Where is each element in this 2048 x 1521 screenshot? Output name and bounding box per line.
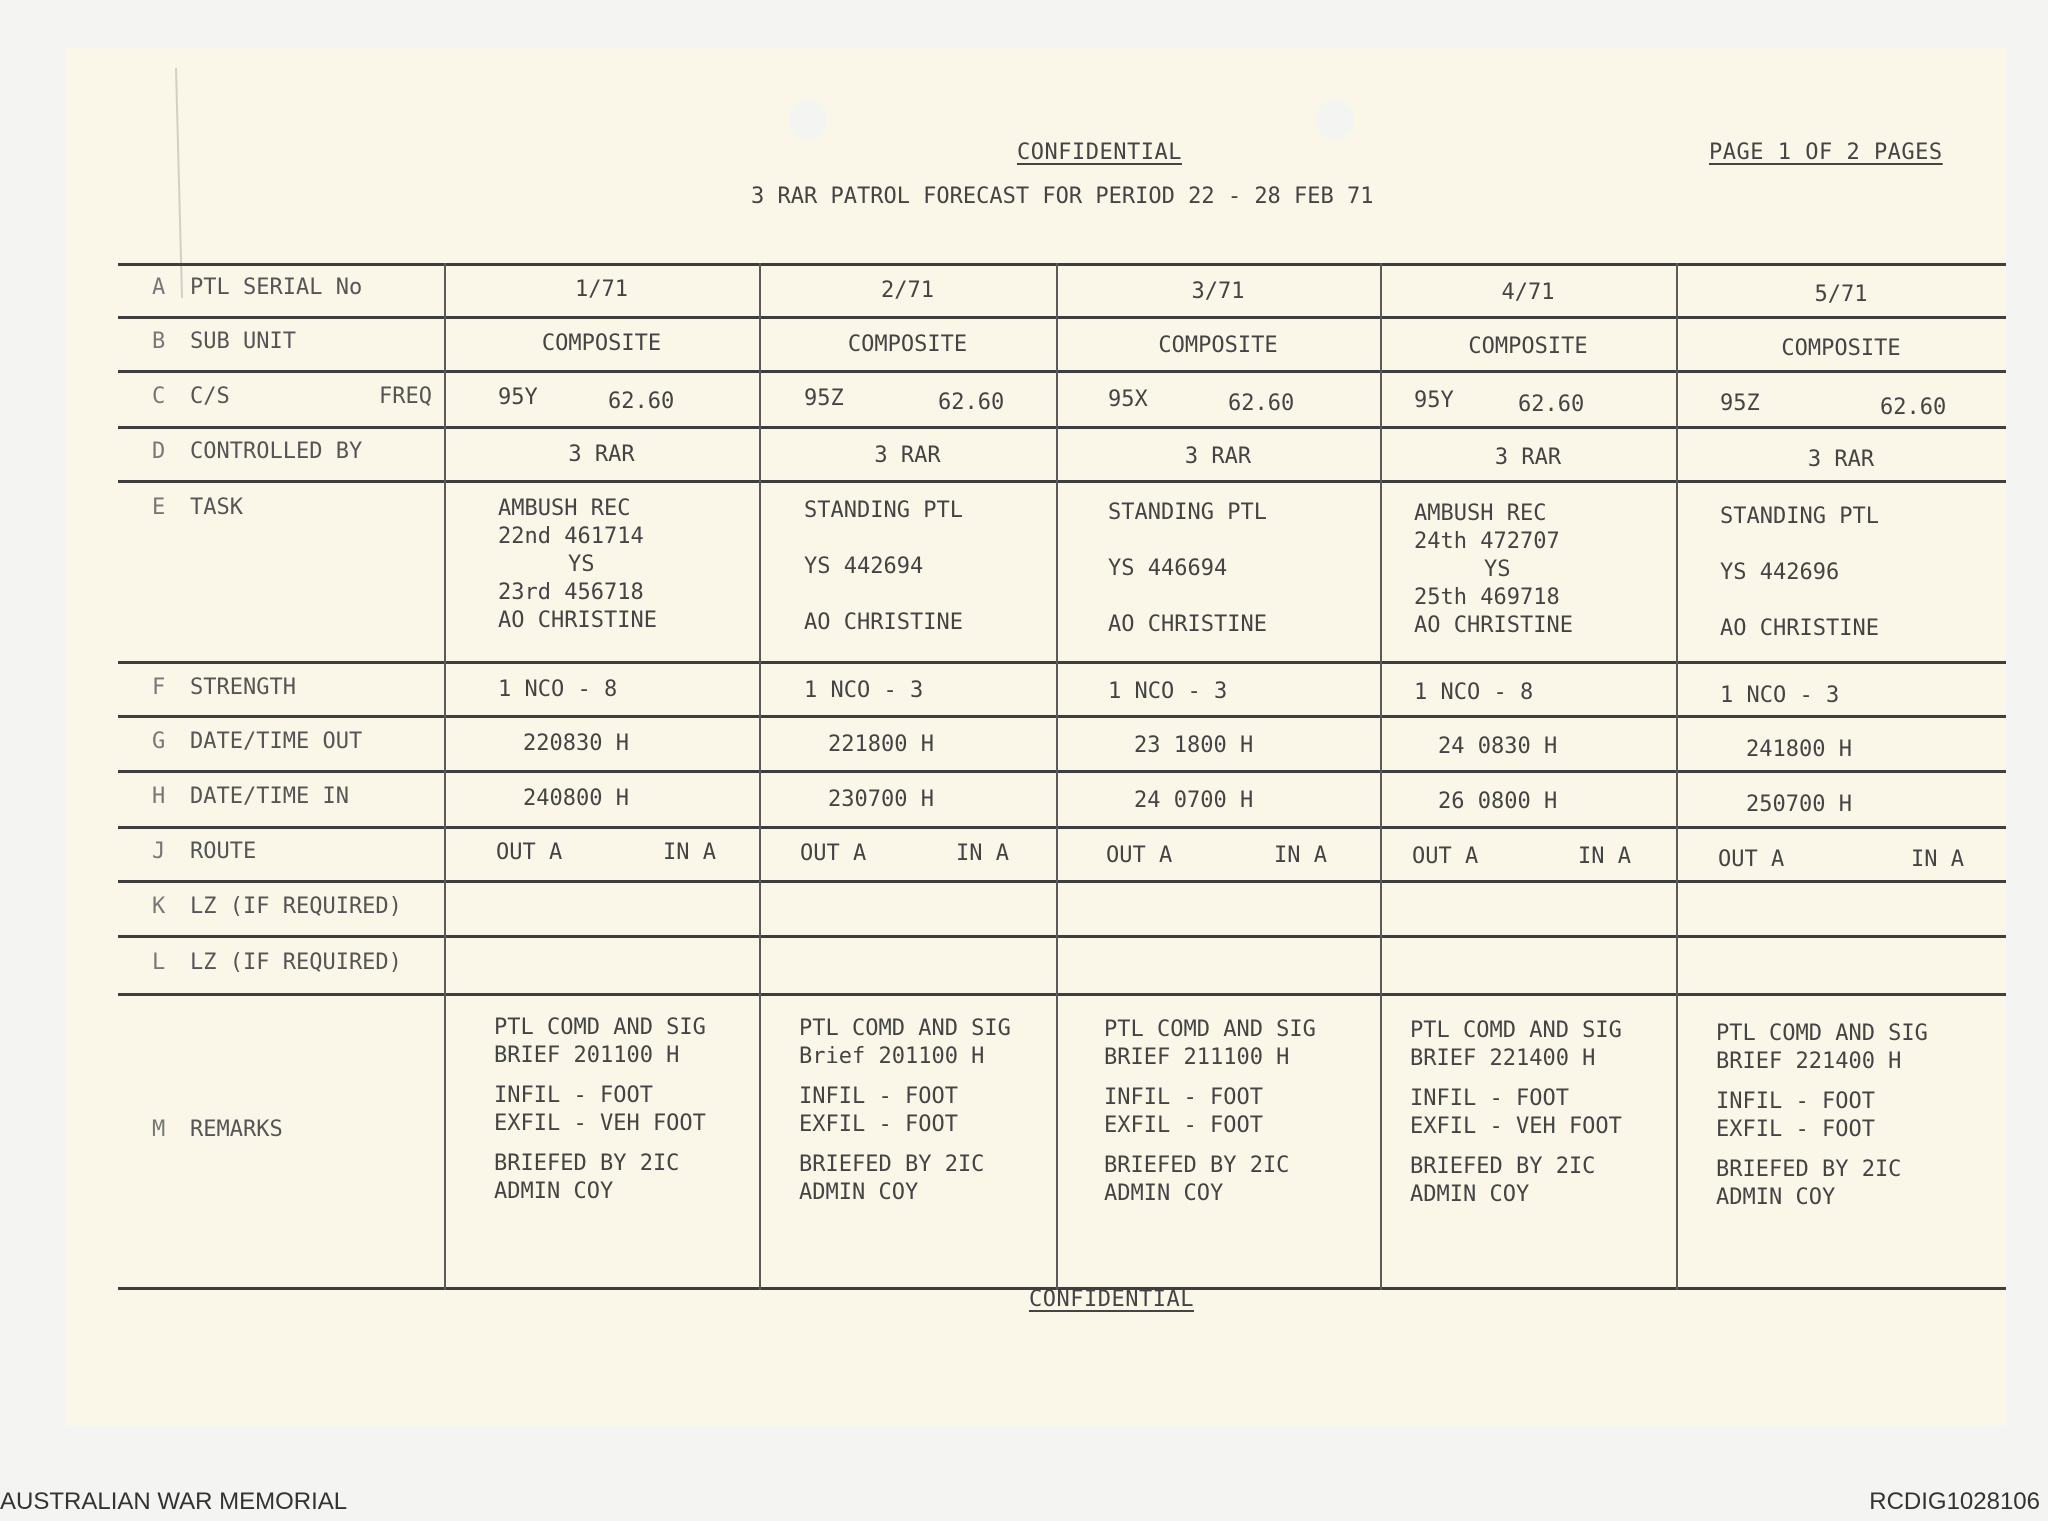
time-out: 23 1800 H xyxy=(1134,733,1254,758)
record-id: RCDIG1028106 xyxy=(1869,1488,2040,1515)
route-in: IN A xyxy=(1578,844,1631,869)
row-label: C C/S FREQ xyxy=(152,384,432,409)
task: STANDING PTL YS 442694 AO CHRISTINE xyxy=(804,498,963,635)
controlled-by: 3 RAR xyxy=(1184,444,1252,469)
table-rule xyxy=(118,661,2006,664)
task: AMBUSH REC 24th 472707 YS 25th 469718 AO CHRISTINE xyxy=(1414,501,1573,638)
sub-unit: COMPOSITE xyxy=(1158,333,1278,358)
time-in: 230700 H xyxy=(828,787,934,812)
remarks: PTL COMD AND SIG BRIEF 211100 H INFIL - FOOT EXFIL - FOOT BRIEFED BY 2IC ADMIN COY xyxy=(1104,1017,1316,1206)
table-rule xyxy=(118,316,2006,319)
column-rule xyxy=(1676,263,1678,1290)
remarks: PTL COMD AND SIG BRIEF 221400 H INFIL - FOOT EXFIL - VEH FOOT BRIEFED BY 2IC ADMIN COY xyxy=(1410,1018,1622,1207)
strength: 1 NCO - 3 xyxy=(1108,679,1228,704)
controlled-by: 3 RAR xyxy=(568,442,635,467)
callsign: 95X xyxy=(1108,387,1148,412)
patrol-forecast-table xyxy=(118,263,2006,1290)
table-rule xyxy=(118,263,2006,266)
patrol-serial: 3/71 xyxy=(1191,279,1245,304)
table-rule xyxy=(118,826,2006,829)
route-in: IN A xyxy=(1274,843,1327,868)
column-rule xyxy=(759,263,761,1290)
strength: 1 NCO - 3 xyxy=(1720,683,1840,708)
column-rule xyxy=(1380,263,1382,1290)
document-title: 3 RAR PATROL FORECAST FOR PERIOD 22 - 28 FEB 71 xyxy=(751,184,1374,209)
frequency: 62.60 xyxy=(938,390,1005,415)
row-label: K LZ (IF REQUIRED) xyxy=(152,894,402,919)
patrol-serial: 1/71 xyxy=(575,277,628,302)
row-label: A PTL SERIAL No xyxy=(152,275,363,300)
controlled-by: 3 RAR xyxy=(874,443,941,468)
table-rule xyxy=(118,480,2006,483)
callsign: 95Z xyxy=(1720,391,1760,416)
patrol-serial: 4/71 xyxy=(1501,280,1555,305)
patrol-serial: 2/71 xyxy=(881,278,934,303)
row-label: L LZ (IF REQUIRED) xyxy=(152,950,402,975)
sub-unit: COMPOSITE xyxy=(1781,336,1901,361)
freq-label: FREQ xyxy=(379,384,432,409)
sub-unit: COMPOSITE xyxy=(1468,334,1588,359)
row-label: J ROUTE xyxy=(152,839,257,864)
callsign: 95Y xyxy=(498,385,538,410)
controlled-by: 3 RAR xyxy=(1807,447,1875,472)
table-rule xyxy=(118,935,2006,938)
punch-hole xyxy=(789,100,827,140)
frequency: 62.60 xyxy=(608,389,675,414)
task: STANDING PTL YS 446694 AO CHRISTINE xyxy=(1108,500,1267,637)
row-label: M REMARKS xyxy=(152,1117,283,1142)
page-info: PAGE 1 OF 2 PAGES xyxy=(1709,140,1943,165)
time-out: 221800 H xyxy=(828,732,934,757)
callsign: 95Y xyxy=(1414,388,1454,413)
route-out: OUT A xyxy=(1412,844,1479,869)
table-rule xyxy=(118,426,2006,429)
frequency: 62.60 xyxy=(1880,395,1947,420)
classification-footer: CONFIDENTIAL xyxy=(1029,1287,1194,1312)
remarks: PTL COMD AND SIG Brief 201100 H INFIL - FOOT EXFIL - FOOT BRIEFED BY 2IC ADMIN COY xyxy=(799,1016,1011,1205)
route-in: IN A xyxy=(1911,847,1964,872)
time-in: 240800 H xyxy=(523,786,629,811)
time-in: 250700 H xyxy=(1746,792,1852,817)
column-rule xyxy=(1056,263,1058,1290)
time-out: 241800 H xyxy=(1746,737,1852,762)
classification-header: CONFIDENTIAL xyxy=(1017,140,1182,165)
strength: 1 NCO - 3 xyxy=(804,678,924,703)
row-label: B SUB UNIT xyxy=(152,329,296,354)
institution-caption: AUSTRALIAN WAR MEMORIAL xyxy=(0,1488,348,1515)
patrol-serial: 5/71 xyxy=(1814,282,1868,307)
sub-unit: COMPOSITE xyxy=(847,332,968,357)
row-label: D CONTROLLED BY xyxy=(152,439,363,464)
route-in: IN A xyxy=(663,840,716,865)
row-label: H DATE/TIME IN xyxy=(152,784,349,809)
time-in: 24 0700 H xyxy=(1134,788,1254,813)
frequency: 62.60 xyxy=(1518,392,1585,417)
route-in: IN A xyxy=(956,841,1009,866)
frequency: 62.60 xyxy=(1228,391,1295,416)
task: AMBUSH REC 22nd 461714 YS 23rd 456718 AO CHRISTINE xyxy=(498,496,657,633)
route-out: OUT A xyxy=(1106,843,1173,868)
controlled-by: 3 RAR xyxy=(1494,445,1562,470)
sub-unit: COMPOSITE xyxy=(541,331,662,356)
strength: 1 NCO - 8 xyxy=(498,677,618,702)
remarks: PTL COMD AND SIG BRIEF 201100 H INFIL - FOOT EXFIL - VEH FOOT BRIEFED BY 2IC ADMIN COY xyxy=(494,1015,706,1204)
row-label: G DATE/TIME OUT xyxy=(152,729,363,754)
time-out: 220830 H xyxy=(523,731,629,756)
route-out: OUT A xyxy=(800,841,867,866)
table-rule xyxy=(118,715,2006,718)
strength: 1 NCO - 8 xyxy=(1414,680,1534,705)
document-page xyxy=(66,48,2006,1426)
time-out: 24 0830 H xyxy=(1438,734,1558,759)
table-rule xyxy=(118,370,2006,373)
row-label: F STRENGTH xyxy=(152,675,296,700)
remarks: PTL COMD AND SIG BRIEF 221400 H INFIL - FOOT EXFIL - FOOT BRIEFED BY 2IC ADMIN COY xyxy=(1716,1021,1928,1210)
callsign: 95Z xyxy=(804,386,844,411)
punch-hole xyxy=(1316,100,1354,140)
time-in: 26 0800 H xyxy=(1438,789,1558,814)
table-rule xyxy=(118,880,2006,883)
row-label: E TASK xyxy=(152,495,243,520)
route-out: OUT A xyxy=(496,840,563,865)
route-out: OUT A xyxy=(1718,847,1785,872)
table-rule xyxy=(118,770,2006,773)
task: STANDING PTL YS 442696 AO CHRISTINE xyxy=(1720,504,1879,641)
table-rule xyxy=(118,993,2006,996)
column-rule xyxy=(444,263,446,1290)
